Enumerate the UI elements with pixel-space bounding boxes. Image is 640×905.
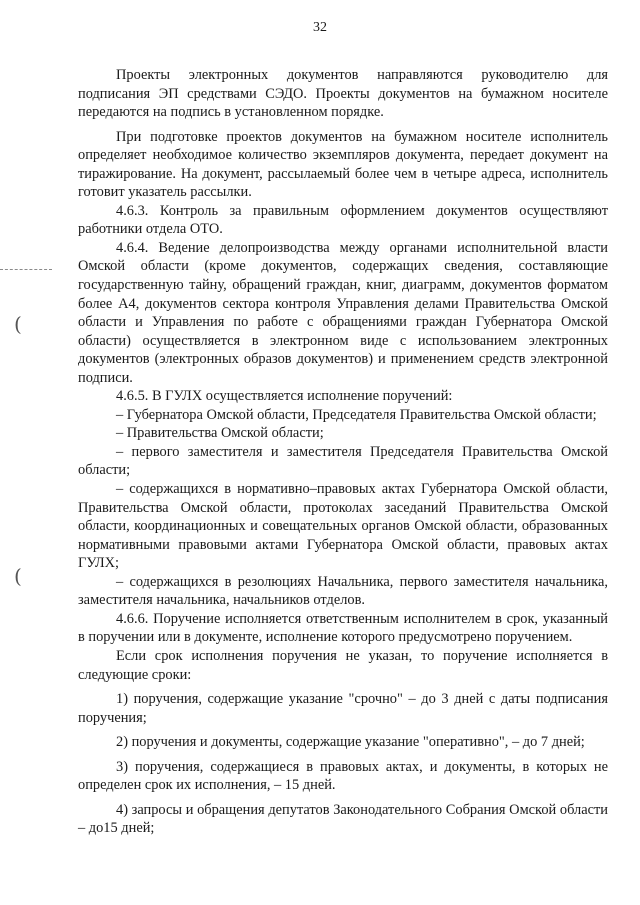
paragraph: 4.6.5. В ГУЛХ осуществляется исполнение поручений: — [116, 388, 453, 405]
list-item: 2) поручения и документы, содержащие указание "оперативно", – до 7 дней; — [116, 734, 585, 751]
list-item: – Губернатора Омской области, Председателя Правительства Омской области; — [116, 406, 597, 423]
list-item: – первого заместителя и заместителя Председателя Правительства Омской области; — [78, 443, 608, 479]
paragraph: Проекты электронных документов направляются руководителю для подписания ЭП средствами СЭДО. Проекты документов на бумажном носителе передаются на подпись в установленном порядке. — [78, 67, 608, 121]
paragraph: Если срок исполнения поручения не указан, то поручение исполняется в следующие сроки: — [78, 647, 608, 683]
margin-line — [0, 269, 52, 270]
paragraph: 4.6.3. Контроль за правильным оформлением документов осуществляют работники отдела ОТО. — [78, 202, 608, 238]
list-item: 3) поручения, содержащиеся в правовых актах, и документы, в которых не определен срок их исполнения, – 15 дней. — [78, 758, 608, 794]
paragraph: При подготовке проектов документов на бумажном носителе исполнитель определяет необходимое количество экземпляров документа, передает документ на тиражирование. На документ, рассылаемый более чем в четыре адреса, исполнитель готовит указатель рассылки. — [78, 128, 608, 201]
document-body — [78, 66, 608, 838]
paragraph: 4.6.4. Ведение делопроизводства между органами исполнительной власти Омской области (кроме документов, содержащих сведения, составляющие государственную тайну, обращений граждан, книг, диаграмм, документов форматом более А4, документов сектора контроля Управления делами Правительства Омской области и Управления по работе с обращениями граждан Губернатора Омской области) осуществляется в электронном виде с использованием электронных документов (электронных образов документов) и применением средств электронной подписи. — [78, 239, 608, 386]
list-item: – содержащихся в резолюциях Начальника, первого заместителя начальника, заместителя начальника, начальников отделов. — [78, 573, 608, 609]
list-item: – содержащихся в нормативно–правовых актах Губернатора Омской области, Правительства Омской области, протоколах заседаний Правительства Омской области, координационных и совещательных органов Омской области, образованных нормативными правовыми актами Губернатора Омской области, правовых актах ГУЛХ; — [78, 481, 608, 572]
margin-bracket-mark: ( — [14, 564, 22, 588]
list-item: – Правительства Омской области; — [116, 425, 324, 442]
list-item: 4) запросы и обращения депутатов Законодательного Собрания Омской области – до15 дней; — [78, 801, 608, 837]
page-number: 32 — [313, 20, 327, 35]
list-item: 1) поручения, содержащие указание "срочно" – до 3 дней с даты подписания поручения; — [78, 691, 608, 726]
margin-bracket-mark: ( — [14, 312, 22, 336]
paragraph: 4.6.6. Поручение исполняется ответственным исполнителем в срок, указанный в поручении или в документе, исполнение которого предусмотрено поручением. — [78, 610, 608, 646]
